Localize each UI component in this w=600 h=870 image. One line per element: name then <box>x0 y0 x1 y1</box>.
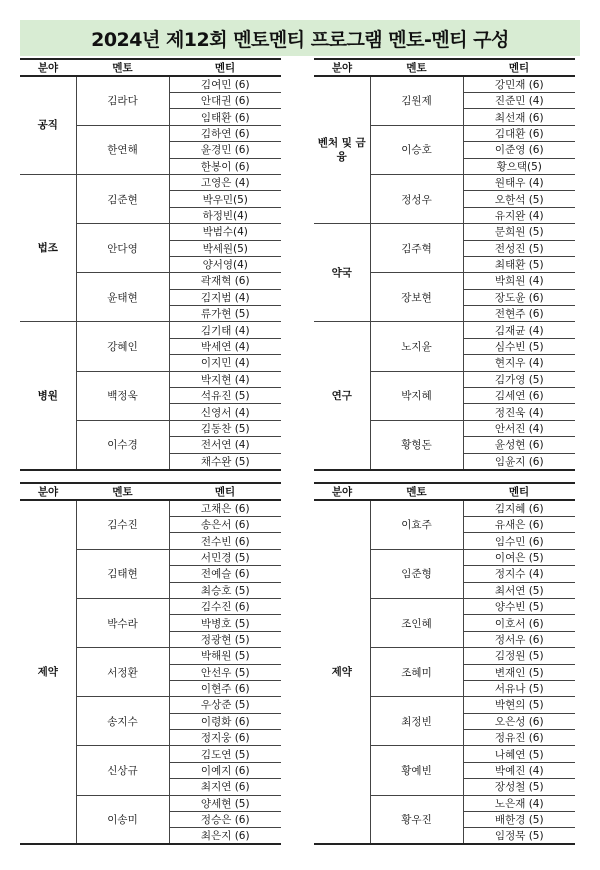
mentee-cell: 오한석 (5) <box>463 191 575 207</box>
mentee-cell: 배한경 (5) <box>463 812 575 828</box>
mentee-cell: 임태환 (6) <box>169 109 281 125</box>
mentee-cell: 김동찬 (5) <box>169 420 281 436</box>
mentee-cell: 최은지 (6) <box>169 828 281 845</box>
mentee-cell: 강민재 (6) <box>463 76 575 93</box>
field-header: 분야 <box>314 59 370 76</box>
mentee-cell: 서유나 (5) <box>463 680 575 696</box>
mentee-cell: 정서우 (6) <box>463 631 575 647</box>
mentee-cell: 김세연 (6) <box>463 388 575 404</box>
mentee-cell: 서민경 (5) <box>169 549 281 565</box>
mentee-cell: 김재균 (4) <box>463 322 575 338</box>
mentee-cell: 이여은 (5) <box>463 549 575 565</box>
mentee-cell: 안선우 (5) <box>169 664 281 680</box>
mentor-cell: 송지수 <box>76 697 169 746</box>
mentee-cell: 이준영 (6) <box>463 142 575 158</box>
mentee-cell: 김지범 (4) <box>169 289 281 305</box>
mentee-cell: 안대권 (6) <box>169 93 281 109</box>
mentee-cell: 전현주 (6) <box>463 306 575 322</box>
mentor-cell: 윤태현 <box>76 273 169 322</box>
mentee-cell: 박지현 (4) <box>169 371 281 387</box>
mentee-cell: 김수진 (6) <box>169 598 281 614</box>
mentor-cell: 정성우 <box>370 174 463 223</box>
mentee-cell: 박범수(4) <box>169 224 281 240</box>
table-row <box>314 322 575 338</box>
mentee-cell: 김기태 (4) <box>169 322 281 338</box>
header-row <box>314 59 575 76</box>
mentor-cell: 김태현 <box>76 549 169 598</box>
field-cell: 공직 <box>20 76 76 174</box>
mentee-cell: 임정묵 (5) <box>463 828 575 845</box>
field-header: 분야 <box>20 59 76 76</box>
mentee-cell: 정진욱 (4) <box>463 404 575 420</box>
mentor-cell: 서정환 <box>76 648 169 697</box>
mentor-cell: 안다영 <box>76 224 169 273</box>
mentee-cell: 윤경민 (6) <box>169 142 281 158</box>
mentor-cell: 임준형 <box>370 549 463 598</box>
mentee-cell: 고영은 (4) <box>169 174 281 190</box>
mentee-cell: 오은성 (6) <box>463 713 575 729</box>
mentee-cell: 전성진 (5) <box>463 240 575 256</box>
header-row <box>314 483 575 500</box>
mentee-cell: 박해원 (5) <box>169 648 281 664</box>
mentee-cell: 변재인 (5) <box>463 664 575 680</box>
mentee-cell: 최지연 (6) <box>169 779 281 795</box>
mentee-cell: 김정원 (5) <box>463 648 575 664</box>
mentor-table-top-left <box>20 58 281 471</box>
mentor-cell: 노지윤 <box>370 322 463 371</box>
mentor-cell: 이송미 <box>76 795 169 844</box>
table-row <box>314 76 575 93</box>
mentee-cell: 원태우 (4) <box>463 174 575 190</box>
mentor-header: 멘토 <box>76 483 169 500</box>
field-cell: 제약 <box>20 500 76 844</box>
mentee-cell: 정승은 (6) <box>169 812 281 828</box>
mentor-table-top-right <box>314 58 575 471</box>
mentee-cell: 현지우 (4) <box>463 355 575 371</box>
header-row <box>20 483 281 500</box>
mentee-cell: 정지수 (4) <box>463 566 575 582</box>
mentee-cell: 정지웅 (6) <box>169 730 281 746</box>
mentee-cell: 김여민 (6) <box>169 76 281 93</box>
mentee-cell: 송은서 (6) <box>169 517 281 533</box>
mentee-cell: 박세원(5) <box>169 240 281 256</box>
mentee-cell: 양세현 (5) <box>169 795 281 811</box>
mentee-cell: 김하연 (6) <box>169 125 281 141</box>
mentee-cell: 윤성현 (6) <box>463 437 575 453</box>
mentor-cell: 황예빈 <box>370 746 463 795</box>
mentee-cell: 석유진 (5) <box>169 388 281 404</box>
mentee-cell: 문희원 (5) <box>463 224 575 240</box>
mentee-cell: 전서연 (4) <box>169 437 281 453</box>
mentee-cell: 채수완 (5) <box>169 453 281 470</box>
mentor-cell: 조인혜 <box>370 598 463 647</box>
mentee-header: 멘티 <box>169 59 281 76</box>
table-row <box>20 322 281 338</box>
mentee-cell: 박예진 (4) <box>463 762 575 778</box>
mentee-cell: 우상준 (5) <box>169 697 281 713</box>
mentor-cell: 김준현 <box>76 174 169 223</box>
field-cell: 약국 <box>314 224 370 322</box>
mentor-cell: 황우진 <box>370 795 463 844</box>
mentor-cell: 신상규 <box>76 746 169 795</box>
mentor-cell: 강혜인 <box>76 322 169 371</box>
mentee-cell: 최승호 (5) <box>169 582 281 598</box>
mentor-table-bottom-left <box>20 482 281 845</box>
mentee-cell: 박병호 (5) <box>169 615 281 631</box>
mentee-cell: 곽재혁 (6) <box>169 273 281 289</box>
field-cell: 병원 <box>20 322 76 470</box>
mentor-table-bottom-right <box>314 482 575 845</box>
table-row <box>20 174 281 190</box>
mentee-cell: 황으택(5) <box>463 158 575 174</box>
mentee-cell: 박현의 (5) <box>463 697 575 713</box>
mentee-cell: 김대환 (6) <box>463 125 575 141</box>
mentor-cell: 이승호 <box>370 125 463 174</box>
table-row <box>20 76 281 93</box>
field-cell: 법조 <box>20 174 76 322</box>
mentee-cell: 전예슬 (6) <box>169 566 281 582</box>
field-header: 분야 <box>314 483 370 500</box>
mentee-cell: 유새은 (6) <box>463 517 575 533</box>
mentee-cell: 신영서 (4) <box>169 404 281 420</box>
mentee-cell: 한봉이 (6) <box>169 158 281 174</box>
field-header: 분야 <box>20 483 76 500</box>
mentee-cell: 이현주 (6) <box>169 680 281 696</box>
mentee-cell: 이지민 (4) <box>169 355 281 371</box>
mentee-cell: 고채은 (6) <box>169 500 281 517</box>
mentee-cell: 진준민 (4) <box>463 93 575 109</box>
mentor-cell: 최정빈 <box>370 697 463 746</box>
mentee-cell: 양서영(4) <box>169 256 281 272</box>
mentor-header: 멘토 <box>76 59 169 76</box>
header-row <box>20 59 281 76</box>
mentor-cell: 김수진 <box>76 500 169 549</box>
mentee-cell: 노은재 (4) <box>463 795 575 811</box>
mentee-cell: 최선재 (6) <box>463 109 575 125</box>
mentee-cell: 이예지 (6) <box>169 762 281 778</box>
mentee-cell: 박우민(5) <box>169 191 281 207</box>
mentor-cell: 조혜미 <box>370 648 463 697</box>
mentee-header: 멘티 <box>463 59 575 76</box>
mentee-header: 멘티 <box>169 483 281 500</box>
mentee-cell: 임수민 (6) <box>463 533 575 549</box>
table-row <box>20 500 281 517</box>
mentor-cell: 박수라 <box>76 598 169 647</box>
mentee-cell: 박희원 (4) <box>463 273 575 289</box>
mentor-cell: 김라다 <box>76 76 169 125</box>
mentee-cell: 유지완 (4) <box>463 207 575 223</box>
mentee-cell: 나혜연 (5) <box>463 746 575 762</box>
mentee-cell: 안서진 (4) <box>463 420 575 436</box>
mentee-cell: 박세연 (4) <box>169 338 281 354</box>
mentee-cell: 최서연 (5) <box>463 582 575 598</box>
mentee-cell: 이령화 (6) <box>169 713 281 729</box>
mentor-cell: 이수경 <box>76 420 169 469</box>
field-cell: 제약 <box>314 500 370 844</box>
field-cell: 연구 <box>314 322 370 470</box>
mentee-cell: 김가영 (5) <box>463 371 575 387</box>
mentee-cell: 김지혜 (6) <box>463 500 575 517</box>
mentee-cell: 이호서 (6) <box>463 615 575 631</box>
mentor-cell: 김원제 <box>370 76 463 125</box>
page-title: 2024년 제12회 멘토멘티 프로그램 멘토-멘티 구성 <box>20 20 580 56</box>
table-row <box>314 224 575 240</box>
mentee-cell: 장성철 (5) <box>463 779 575 795</box>
mentee-cell: 전수빈 (6) <box>169 533 281 549</box>
mentor-cell: 박지혜 <box>370 371 463 420</box>
mentor-cell: 이효주 <box>370 500 463 549</box>
mentor-cell: 김주혁 <box>370 224 463 273</box>
mentee-cell: 장도윤 (6) <box>463 289 575 305</box>
mentor-cell: 백정욱 <box>76 371 169 420</box>
mentor-cell: 황형돈 <box>370 420 463 469</box>
mentee-cell: 양수빈 (5) <box>463 598 575 614</box>
mentee-cell: 임윤지 (6) <box>463 453 575 470</box>
field-cell: 벤처 및 금융 <box>314 76 370 224</box>
mentee-cell: 심수빈 (5) <box>463 338 575 354</box>
mentor-cell: 한연해 <box>76 125 169 174</box>
mentee-header: 멘티 <box>463 483 575 500</box>
table-row <box>314 500 575 517</box>
mentee-cell: 류가현 (5) <box>169 306 281 322</box>
mentor-header: 멘토 <box>370 483 463 500</box>
mentee-cell: 정유진 (6) <box>463 730 575 746</box>
mentor-header: 멘토 <box>370 59 463 76</box>
mentee-cell: 정광현 (5) <box>169 631 281 647</box>
mentee-cell: 최태환 (5) <box>463 256 575 272</box>
mentor-cell: 장보현 <box>370 273 463 322</box>
mentee-cell: 김도연 (5) <box>169 746 281 762</box>
mentee-cell: 하정빈(4) <box>169 207 281 223</box>
